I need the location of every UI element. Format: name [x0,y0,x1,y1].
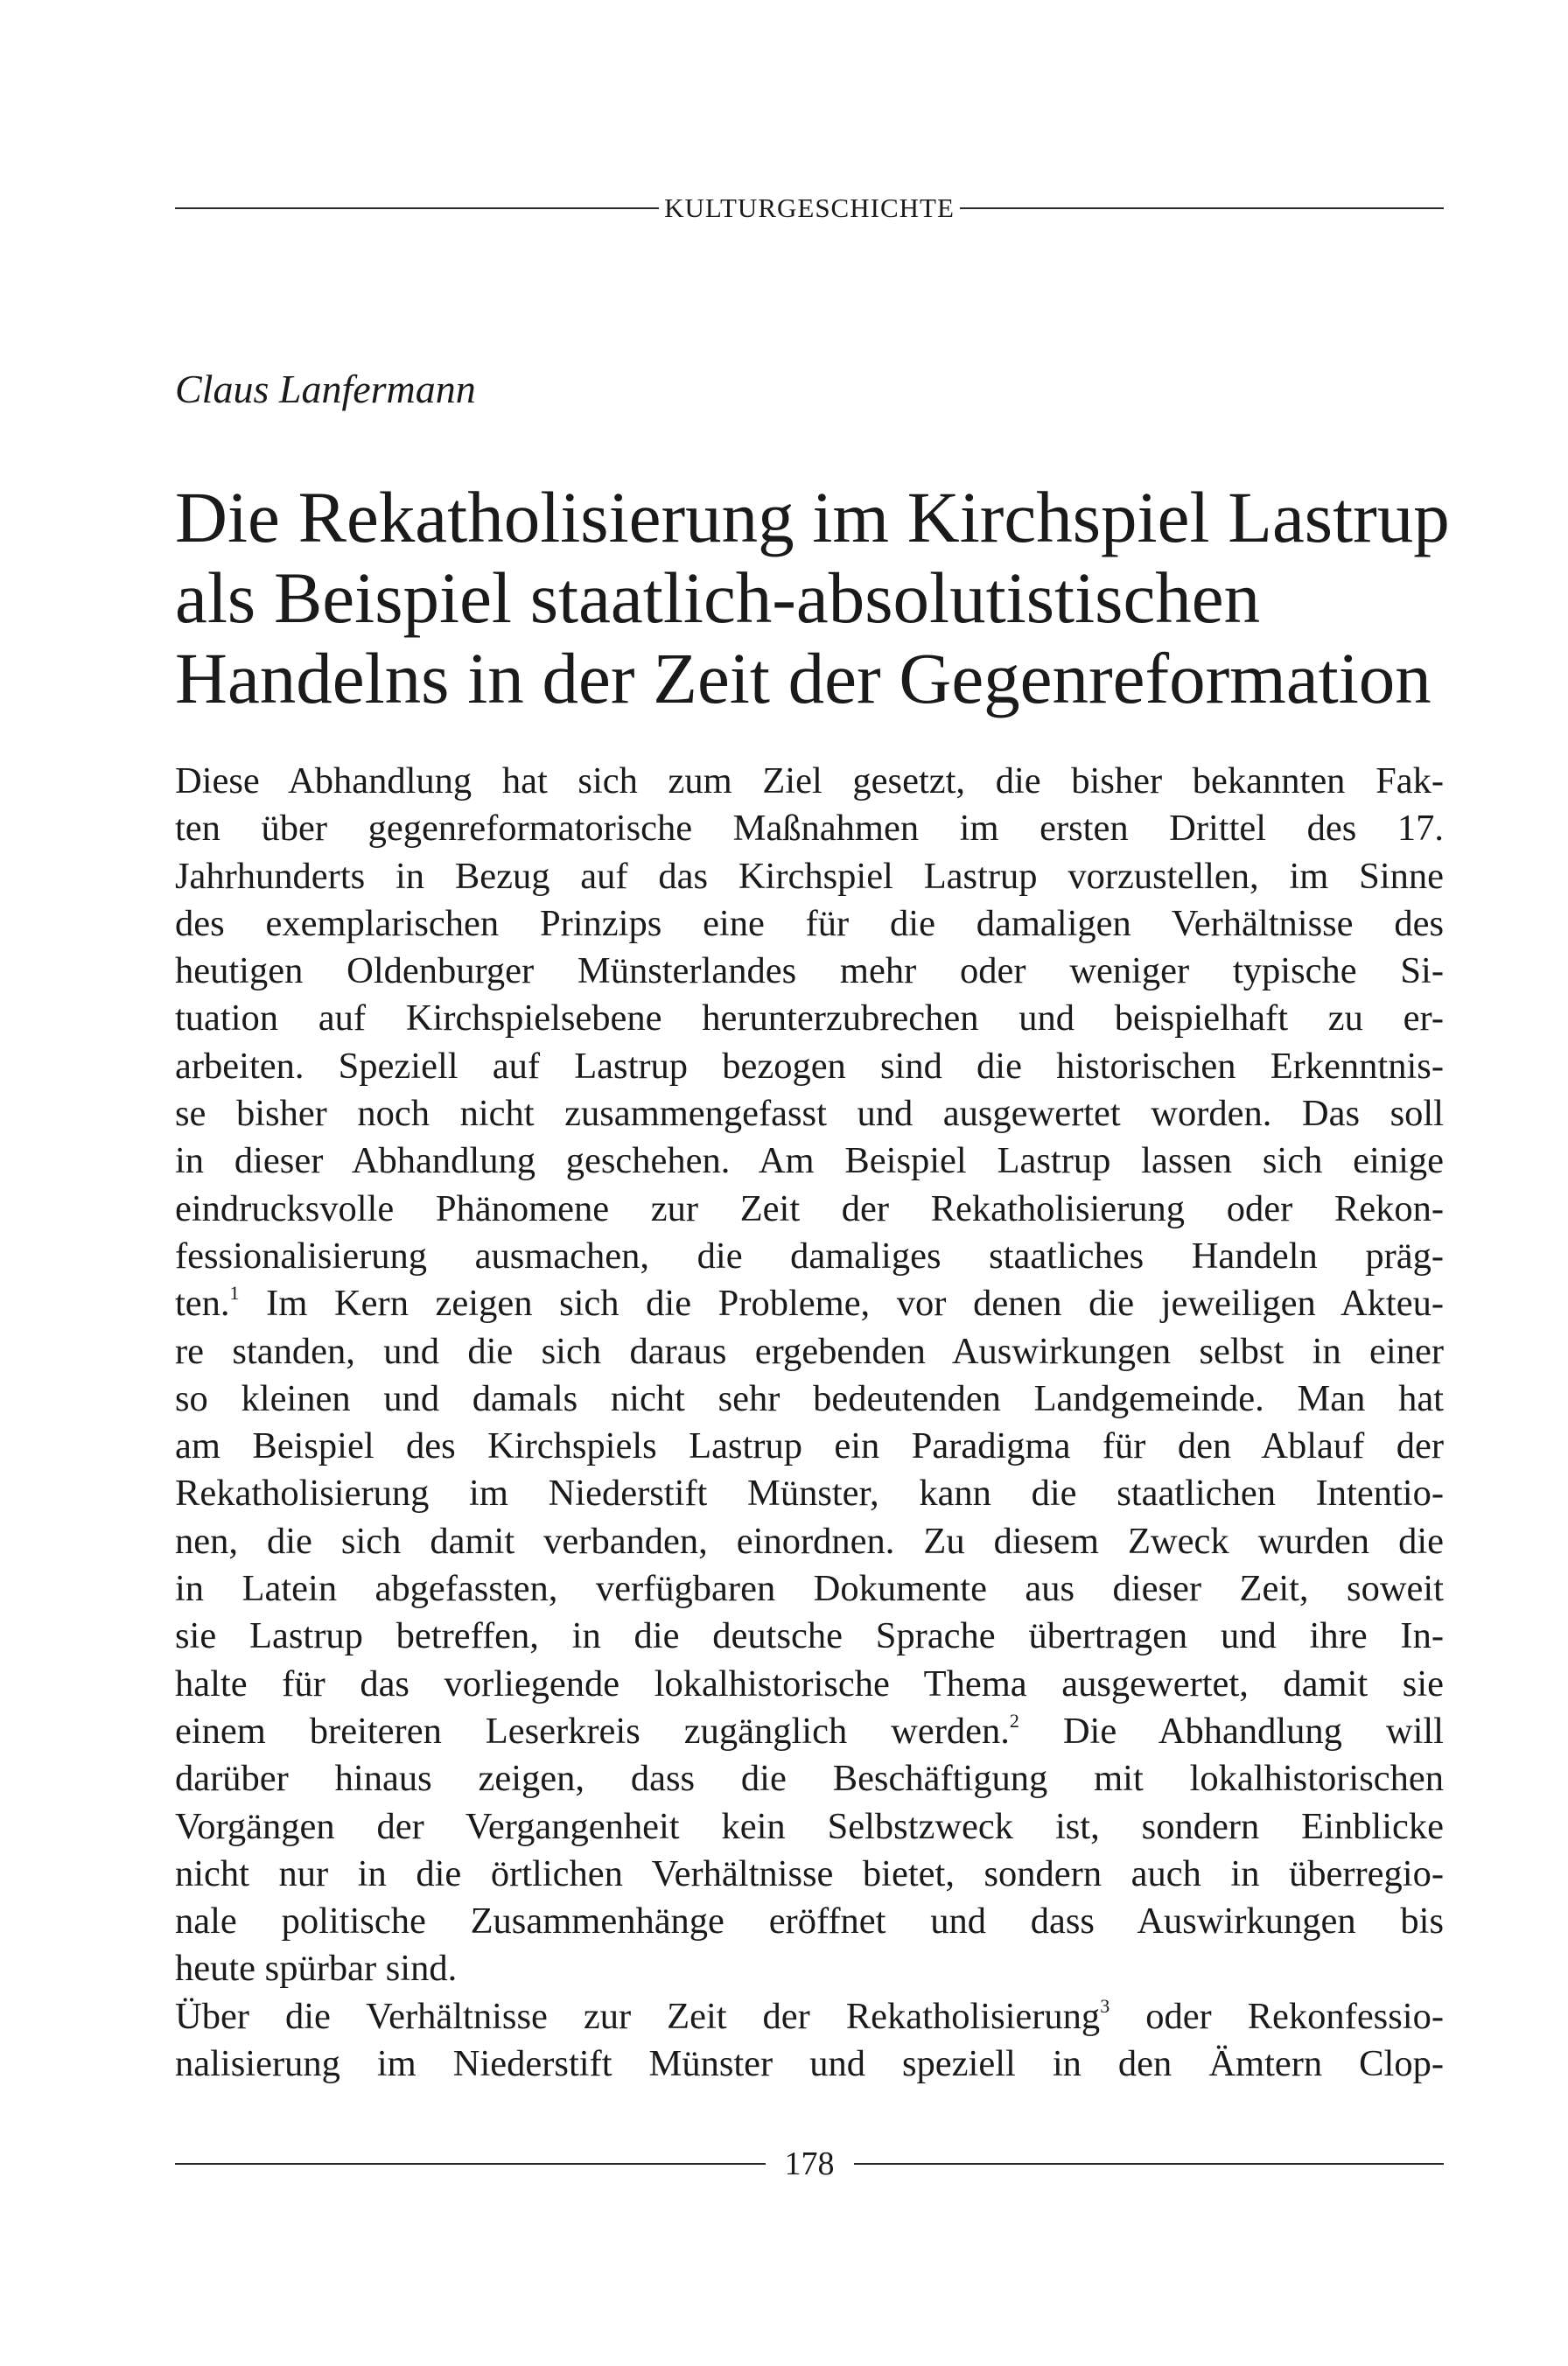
body-line [175,1803,1444,1851]
body-line-text: oder Rekonfessio- [1110,1995,1444,2037]
body-line-text: fessionalisierung ausmachen, die damaliges staatliches Handeln präg- [175,1235,1444,1277]
body-line [175,1138,1444,1185]
body-line-text: eindrucksvolle Phänomene zur Zeit der Rekatholisierung oder Rekon- [175,1187,1444,1229]
body-line [175,1470,1444,1517]
body-line-text: Die Abhandlung will [1018,1710,1444,1752]
body-line [175,1090,1444,1138]
page-number: 178 [784,2146,835,2182]
title-line: Die Rekatholisierung im Kirchspiel Lastrup [175,477,1450,557]
body-line [175,1186,1444,1233]
body-line-text: darüber hinaus zeigen, dass die Beschäftigung mit lokalhistorischen [175,1758,1444,1800]
body-line-text: ten. [175,1283,230,1325]
title-line: als Beispiel staatlich-absolutistischen [175,557,1261,638]
footnote-marker: 1 [229,1282,240,1305]
body-line [175,1993,1444,2040]
body-line-text: Über die Verhältnisse zur Zeit der Rekatholisierung [175,1995,1101,2037]
body-line-text: nicht nur in die örtlichen Verhältnisse bietet, sondern auch in überregio- [175,1852,1444,1894]
body-line [175,1898,1444,1945]
body-line-text: Jahrhunderts in Bezug auf das Kirchspiel Lastrup vorzustellen, im Sinne [175,855,1444,897]
article-title [175,477,1452,718]
body-line [175,1328,1444,1376]
footnote-marker: 3 [1100,1994,1110,2017]
body-line-text: nalisierung im Niederstift Münster und speziell in den Ämtern Clop- [175,2043,1444,2085]
footer-rule-right [854,2163,1445,2165]
body-line-text: halte für das vorliegende lokalhistorische Thema ausgewertet, damit sie [175,1662,1444,1704]
body-line [175,1233,1444,1280]
body-line-text: einem breiteren Leserkreis zugänglich werden. [175,1710,1010,1752]
body-line [175,853,1444,900]
running-head-rule-right [960,207,1444,209]
body-line-text: heutigen Oldenburger Münsterlandes mehr oder weniger typische Si- [175,950,1444,992]
body-line-text: nen, die sich damit verbanden, einordnen. Zu diesem Zweck wurden die [175,1520,1444,1562]
body-line-text: des exemplarischen Prinzips eine für die damaligen Verhältnisse des [175,902,1444,944]
body-line-text: re standen, und die sich daraus ergebenden Auswirkungen selbst in einer [175,1330,1444,1372]
running-head-label: KULTURGESCHICHTE [664,192,955,223]
body-line-text: ten über gegenreformatorische Maßnahmen im ersten Drittel des 17. [175,808,1444,850]
body-line [175,1423,1444,1470]
body-line [175,1755,1444,1802]
body-line-text: Rekatholisierung im Niederstift Münster, kann die staatlichen Intentio- [175,1473,1444,1515]
body-line [175,900,1444,948]
body-line-text: se bisher noch nicht zusammengefasst und ausgewertet worden. Das soll [175,1093,1444,1135]
document-page [175,0,1450,2366]
body-line [175,1851,1444,1898]
body-line [175,1518,1444,1565]
body-line-text: Im Kern zeigen sich die Probleme, vor denen die jeweiligen Akteu- [239,1283,1444,1325]
body-text [175,758,1444,2088]
author-name: Claus Lanfermann [175,367,476,411]
body-line-text: arbeiten. Speziell auf Lastrup bezogen sind die historischen Erkenntnis- [175,1045,1444,1087]
body-line-text: nale politische Zusammenhänge eröffnet und dass Auswirkungen bis [175,1900,1444,1942]
body-line-text: sie Lastrup betreffen, in die deutsche Sprache übertragen und ihre In- [175,1615,1444,1657]
page-footer [175,2147,1444,2180]
body-line [175,1613,1444,1660]
body-line [175,948,1444,995]
body-line-text: in dieser Abhandlung geschehen. Am Beispiel Lastrup lassen sich einige [175,1140,1444,1182]
title-line: Handelns in der Zeit der Gegenreformation [175,638,1432,718]
footer-rule-left [175,2163,766,2165]
body-line-text: tuation auf Kirchspielsebene herunterzubrechen und beispielhaft zu er- [175,998,1444,1040]
body-line [175,758,1444,805]
body-line [175,995,1444,1042]
body-line-text: am Beispiel des Kirchspiels Lastrup ein Paradigma für den Ablauf der [175,1425,1444,1467]
body-line-text: so kleinen und damals nicht sehr bedeutenden Landgemeinde. Man hat [175,1377,1444,1419]
body-line [175,805,1444,852]
body-line [175,1661,1444,1708]
body-line-text: heute spürbar sind. [175,1948,458,1990]
body-line [175,2040,1444,2088]
body-line-text: Diese Abhandlung hat sich zum Ziel gesetzt, die bisher bekannten Fak- [175,760,1444,802]
body-line [175,1376,1444,1423]
body-line [175,1043,1444,1090]
footnote-marker: 2 [1009,1709,1019,1732]
running-head [175,194,1444,221]
body-line [175,1280,1444,1327]
running-head-rule-left [175,207,659,209]
body-line-text: in Latein abgefassten, verfügbaren Dokumente aus dieser Zeit, soweit [175,1568,1444,1610]
body-line [175,1565,1444,1613]
body-line [175,1945,1444,1992]
body-line-text: Vorgängen der Vergangenheit kein Selbstzweck ist, sondern Einblicke [175,1805,1444,1847]
body-line [175,1708,1444,1755]
